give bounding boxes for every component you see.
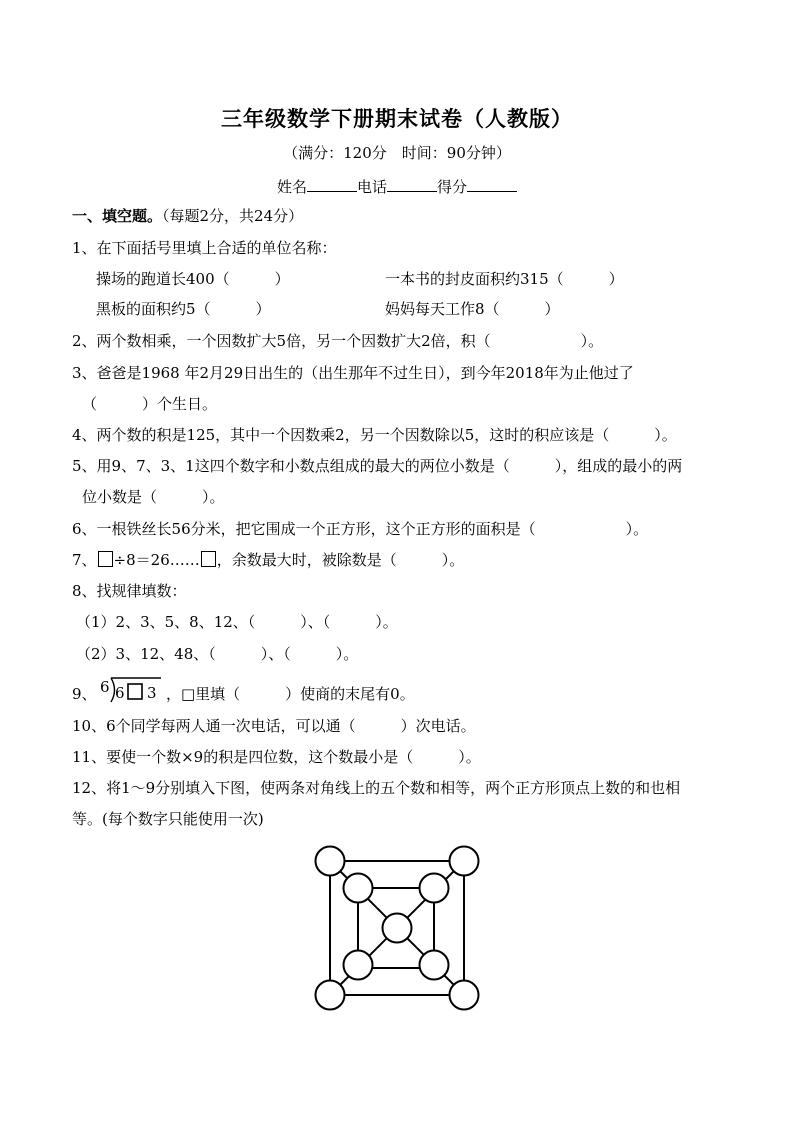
question-3-line2: （ ）个生日。: [82, 395, 218, 413]
long-division: [97, 672, 167, 708]
name-blank[interactable]: [307, 175, 357, 192]
question-9-prefix: 9、: [72, 685, 97, 703]
section-title: 一、填空题。: [72, 207, 163, 225]
page-title: 三年级数学下册期末试卷（人教版）: [221, 107, 573, 131]
score-label: 得分: [437, 178, 468, 196]
exam-subtitle: （满分：120分 时间：90分钟）: [283, 144, 511, 162]
question-6: 6、一根铁丝长56分米，把它围成一个正方形，这个正方形的面积是（ ）。: [72, 520, 649, 538]
number-circle[interactable]: [420, 951, 449, 980]
question-2: 2、两个数相乘，一个因数扩大5倍，另一个因数扩大2倍，积（ ）。: [72, 332, 604, 350]
phone-blank[interactable]: [387, 175, 437, 192]
question-5-line2: 位小数是（ ）。: [82, 488, 225, 506]
number-circle[interactable]: [383, 914, 412, 943]
info-fields: [0, 175, 794, 198]
question-3-line1: 3、爸爸是1968 年2月29日出生的（出生那年不过生日），到今年2018年为止他过了: [72, 364, 634, 382]
question-10: 10、6个同学每两人通一次电话，可以通（ ）次电话。: [72, 717, 476, 735]
number-circle[interactable]: [450, 981, 479, 1010]
question-11: 11、要使一个数×9的积是四位数，这个数最小是（ ）。: [72, 748, 481, 766]
question-9-text: ，□里填（ ）使商的末尾有0。: [166, 685, 415, 703]
section-note: （每题2分，共24分）: [162, 207, 304, 225]
number-placement-diagram: [300, 838, 500, 1018]
question-7-part2: ÷8＝26……: [113, 551, 200, 569]
question-7-part3: ，余数最大时，被除数是（ ）。: [216, 551, 465, 569]
section-heading: [72, 205, 303, 227]
question-12-line2: 等。(每个数字只能使用一次): [72, 810, 264, 828]
question-1b: 一本书的封皮面积约315（ ）: [385, 270, 624, 288]
question-1d: 妈妈每天工作8（ ）: [385, 300, 560, 318]
blank-box[interactable]: [201, 551, 216, 567]
score-blank[interactable]: [467, 175, 517, 192]
question-1a: 操场的跑道长400（ ）: [96, 270, 290, 288]
name-label: 姓名: [276, 178, 307, 196]
number-circle[interactable]: [344, 874, 373, 903]
question-8-stem: 8、找规律填数：: [72, 582, 187, 600]
blank-box[interactable]: [98, 551, 113, 567]
divisor: 6: [100, 678, 110, 696]
question-5-line1: 5、用9、7、3、1这四个数字和小数点组成的最大的两位小数是（ ），组成的最小的两: [72, 457, 683, 475]
question-8-2: （2）3、12、48、（ ）、（ ）。: [76, 645, 359, 663]
number-circle[interactable]: [450, 847, 479, 876]
question-1-stem: 1、在下面括号里填上合适的单位名称：: [72, 239, 337, 257]
number-circle[interactable]: [344, 951, 373, 980]
question-7-part1: 7、: [72, 551, 97, 569]
question-4: 4、两个数的积是125，其中一个因数乘2，另一个因数除以5，这时的积应该是（ ）。: [72, 426, 677, 444]
phone-label: 电话: [356, 178, 387, 196]
dividend-digit-1: 6: [115, 684, 125, 702]
division-bracket: [111, 678, 115, 702]
number-circle[interactable]: [420, 874, 449, 903]
blank-box[interactable]: [128, 684, 142, 699]
question-12-line1: 12、将1～9分别填入下图，使两条对角线上的五个数和相等，两个正方形顶点上数的和也相: [72, 779, 681, 797]
question-7: [72, 549, 464, 571]
number-circle[interactable]: [316, 981, 345, 1010]
dividend-digit-3: 3: [147, 684, 157, 702]
number-circle[interactable]: [316, 847, 345, 876]
question-8-1: （1）2、3、5、8、12、（ ）、（ ）。: [76, 613, 398, 631]
question-1c: 黑板的面积约5（ ）: [96, 300, 271, 318]
